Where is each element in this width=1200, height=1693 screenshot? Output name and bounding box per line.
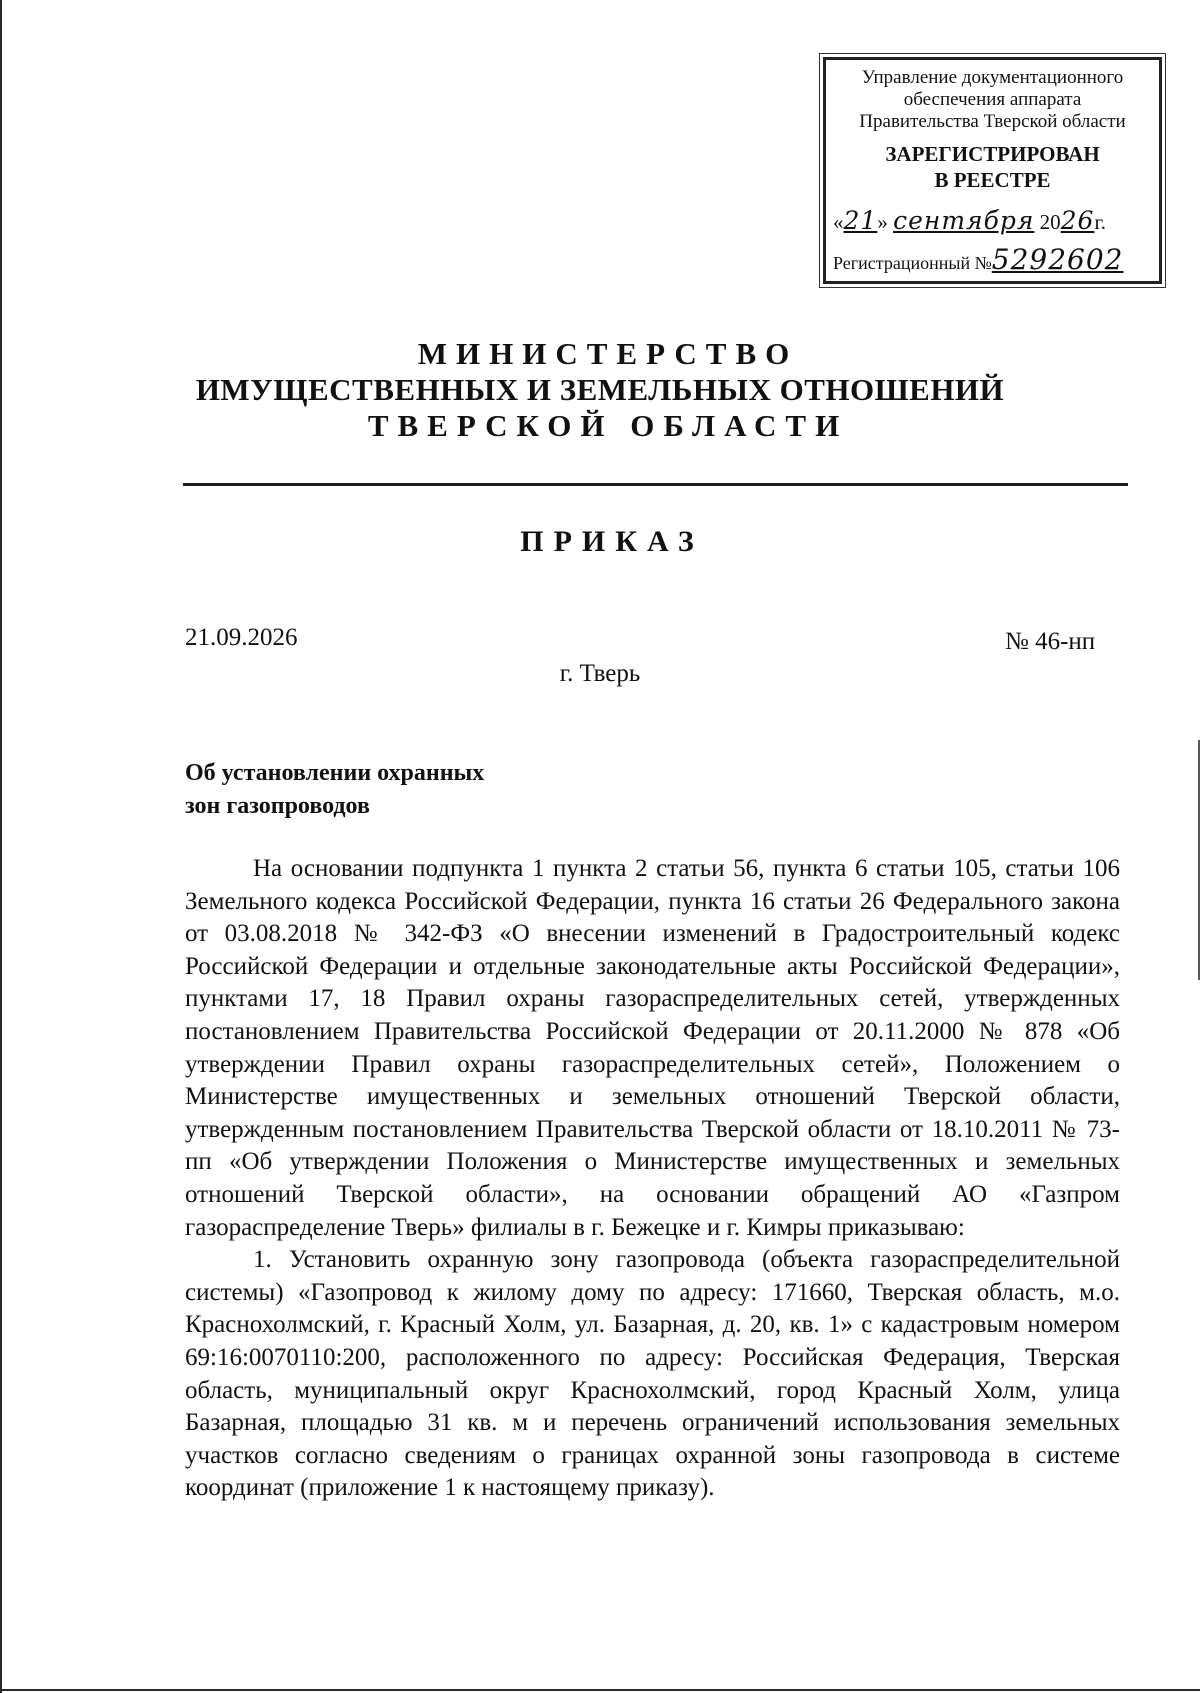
header-divider (183, 483, 1128, 486)
subject-line-2: зон газопроводов (185, 793, 370, 819)
stamp-regno-value: 5292602 (991, 243, 1124, 276)
stamp-status-line-1: ЗАРЕГИСТРИРОВАН (885, 142, 1100, 166)
stamp-org-line-2: обеспечения аппарата (903, 89, 1082, 110)
stamp-date-month: сентября (893, 206, 1035, 235)
document-number: № 46-нп (1005, 628, 1096, 655)
subject-line-1: Об установлении охранных (185, 760, 485, 786)
scan-edge-bottom (0, 1689, 1200, 1691)
body-paragraph-item-1: 1. Установить охранную зону газопровода (объекта газораспределительной системы) «Газопровод к жилому дому по адресу: 171660, Тверская область, м.о. Краснохолмский, г. Красный Холм, ул. Базарная, д. 20, кв. 1» с кадастровым номером 69:16:0070110:200, расположенного по адресу: Российская Федерация, Тверская область, муниципальный округ Краснохолмский, город Красный Холм, улица Базарная, площадью 31 кв. м и перечень ограничений использования земельных участков согласно сведениям о границах охранной зоны газопровода в системе координат (приложение 1 к настоящему приказу). (185, 1246, 1120, 1502)
stamp-org-line-3: Правительства Тверской области (859, 111, 1126, 132)
stamp-date-year-suffix: 26 (1060, 206, 1095, 235)
document-type-title: ПРИКАЗ (520, 525, 704, 558)
document-date: 21.09.2026 (185, 624, 298, 651)
registration-stamp (823, 57, 1162, 284)
stamp-date-year-prefix: 20 (1034, 210, 1061, 234)
stamp-date-open: « (833, 210, 844, 234)
scan-edge-left (0, 0, 2, 1693)
stamp-date-day: 21 (843, 206, 878, 235)
stamp-registration-number (833, 243, 1158, 276)
document-body (185, 853, 1120, 1505)
ministry-title-line-3: ТВЕРСКОЙ ОБЛАСТИ (367, 408, 849, 443)
document-city: г. Тверь (559, 660, 641, 687)
stamp-regno-label: Регистрационный № (833, 253, 992, 273)
stamp-org-line-1: Управление документационного (861, 67, 1124, 88)
stamp-status-line-2: В РЕЕСТРЕ (934, 168, 1051, 192)
ministry-title-line-1: МИНИСТЕРСТВО (417, 336, 799, 371)
stamp-date-mid: » (877, 210, 894, 234)
stamp-date-tail: г. (1094, 210, 1106, 234)
stamp-date (833, 206, 1153, 235)
document-subject (185, 757, 484, 823)
ministry-title-line-2: ИМУЩЕСТВЕННЫХ И ЗЕМЕЛЬНЫХ ОТНОШЕНИЙ (195, 372, 1005, 407)
body-paragraph-preamble: На основании подпункта 1 пункта 2 статьи 56, пункта 6 статьи 105, статьи 106 Земельного кодекса Российской Федерации, пункта 16 статьи 26 Федерального закона от 03.08.2018 № 342-ФЗ «О внесении изменений в Градостроительный кодекс Российской Федерации и отдельные законодательные акты Российской Федерации», пунктами 17, 18 Правил охраны газораспределительных сетей, утвержденных постановлением Правительства Российской Федерации от 20.11.2000 № 878 «Об утверждении Правил охраны газораспределительных сетей», Положением о Министерстве имущественных и земельных отношений Тверской области, утвержденным постановлением Правительства Тверской области от 18.10.2011 № 73-пп «Об утверждении Положения о Министерстве имущественных и земельных отношений Тверской области», на основании обращений АО «Газпром газораспределение Тверь» филиалы в г. Бежецке и г. Кимры приказываю: (185, 855, 1120, 1241)
